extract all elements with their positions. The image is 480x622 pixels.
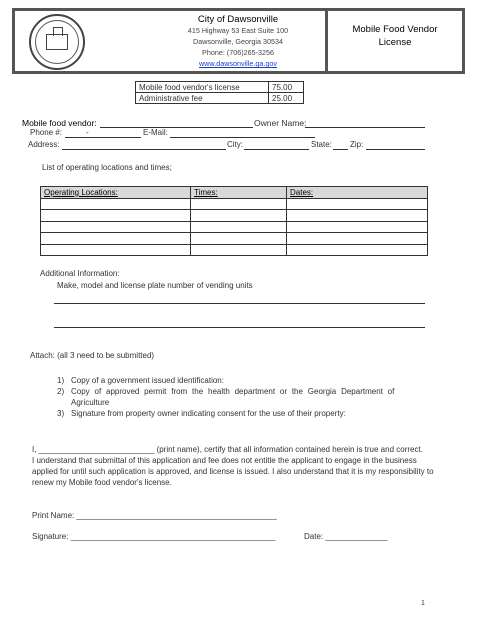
city-address-block bbox=[165, 14, 311, 69]
certification-line: I understand that submittal of this application and fee does not entitle the applicant to engage in the business bbox=[32, 456, 417, 465]
date-field[interactable]: Date: ______________ bbox=[304, 532, 388, 541]
item-text: Agriculture bbox=[71, 398, 110, 407]
zip-label: Zip: bbox=[350, 140, 364, 149]
attachment-item bbox=[57, 397, 109, 408]
item-text: Copy of a government issued identification: bbox=[71, 376, 224, 385]
additional-info-label: Additional Information: bbox=[40, 269, 120, 278]
date-cell[interactable] bbox=[287, 233, 428, 245]
signature-field[interactable]: Signature: ______________________________________________ bbox=[32, 532, 276, 541]
city-name: City of Dawsonville bbox=[197, 14, 279, 25]
table-row bbox=[41, 244, 428, 256]
item-number: 1) bbox=[57, 376, 65, 385]
phone-dash: - bbox=[86, 128, 89, 137]
table-row bbox=[41, 221, 428, 233]
phone-label: Phone #: bbox=[30, 128, 63, 137]
address-field[interactable] bbox=[62, 149, 226, 150]
address-line-1: 415 Highway 53 East Suite 100 bbox=[187, 26, 289, 35]
location-cell[interactable] bbox=[41, 198, 191, 210]
print-name-field[interactable]: Print Name: _____________________________________________ bbox=[32, 511, 277, 520]
vending-units-field-1[interactable] bbox=[54, 303, 425, 304]
city-field[interactable] bbox=[244, 149, 309, 150]
date-cell[interactable] bbox=[287, 221, 428, 233]
form-title-line-2: License bbox=[378, 37, 412, 48]
attachment-item bbox=[57, 375, 224, 386]
fee-table bbox=[135, 81, 304, 104]
header-divider bbox=[325, 11, 328, 71]
state-label: State: bbox=[311, 140, 332, 149]
owner-name-field[interactable] bbox=[305, 127, 425, 128]
certification-line: applied for until such application is approved, and license is issued. I also understand that it is my responsibility to bbox=[32, 467, 434, 476]
header-dates: Dates: bbox=[287, 187, 428, 199]
owner-label: Owner Name: bbox=[254, 118, 307, 128]
item-text: Copy of approved permit from the health department or the Georgia Department of bbox=[71, 387, 395, 396]
fee-row bbox=[136, 82, 304, 93]
item-number: 2) bbox=[57, 387, 65, 396]
letterhead bbox=[12, 8, 465, 74]
phone-field[interactable] bbox=[65, 137, 141, 138]
time-cell[interactable] bbox=[191, 198, 287, 210]
website-link[interactable]: www.dawsonville.ga.gov bbox=[199, 59, 277, 68]
fee-amount: 75.00 bbox=[269, 82, 304, 93]
certification-line: I, __________________________ (print name), certify that all information contained herein is true and correct. bbox=[32, 445, 423, 454]
vending-units-prompt: Make, model and license plate number of vending units bbox=[57, 281, 253, 290]
date-cell[interactable] bbox=[287, 210, 428, 222]
time-cell[interactable] bbox=[191, 210, 287, 222]
item-text: Signature from property owner indicating consent for the use of their property: bbox=[71, 409, 346, 418]
date-cell[interactable] bbox=[287, 244, 428, 256]
fee-row bbox=[136, 93, 304, 104]
location-cell[interactable] bbox=[41, 221, 191, 233]
vendor-name-field[interactable] bbox=[100, 127, 253, 128]
time-cell[interactable] bbox=[191, 221, 287, 233]
item-number: 3) bbox=[57, 409, 65, 418]
attachment-item bbox=[57, 386, 425, 397]
attach-label: Attach: (all 3 need to be submitted) bbox=[30, 351, 155, 360]
attachment-item bbox=[57, 408, 346, 419]
header-locations: Operating Locations: bbox=[41, 187, 191, 199]
table-row bbox=[41, 210, 428, 222]
location-cell[interactable] bbox=[41, 233, 191, 245]
city-seal-icon bbox=[29, 14, 85, 70]
zip-field[interactable] bbox=[366, 149, 425, 150]
city-label: City: bbox=[227, 140, 243, 149]
state-field[interactable] bbox=[333, 149, 348, 150]
locations-intro: List of operating locations and times; bbox=[42, 163, 172, 172]
table-row bbox=[41, 233, 428, 245]
fee-amount: 25.00 bbox=[269, 93, 304, 104]
location-cell[interactable] bbox=[41, 210, 191, 222]
header-times: Times: bbox=[191, 187, 287, 199]
page-number: 1 bbox=[421, 600, 425, 607]
time-cell[interactable] bbox=[191, 233, 287, 245]
certification-line: renew my Mobile food vendor's license. bbox=[32, 478, 172, 487]
table-header-row bbox=[41, 187, 428, 199]
form-title-line-1: Mobile Food Vendor bbox=[352, 24, 438, 35]
email-label: E-Mail: bbox=[143, 128, 168, 137]
address-line-2: Dawsonville, Georgia 30534 bbox=[193, 37, 283, 46]
vending-units-field-2[interactable] bbox=[54, 327, 425, 328]
table-row bbox=[41, 198, 428, 210]
email-field[interactable] bbox=[170, 137, 315, 138]
address-label: Address: bbox=[28, 140, 60, 149]
date-cell[interactable] bbox=[287, 198, 428, 210]
fee-label: Administrative fee bbox=[136, 93, 269, 104]
phone-number: Phone: (706)265-3256 bbox=[202, 48, 274, 57]
form-title bbox=[331, 23, 459, 49]
certification-paragraph bbox=[32, 444, 436, 488]
locations-table bbox=[40, 186, 428, 256]
fee-label: Mobile food vendor's license bbox=[136, 82, 269, 93]
vendor-label: Mobile food vendor: bbox=[22, 118, 97, 128]
location-cell[interactable] bbox=[41, 244, 191, 256]
time-cell[interactable] bbox=[191, 244, 287, 256]
